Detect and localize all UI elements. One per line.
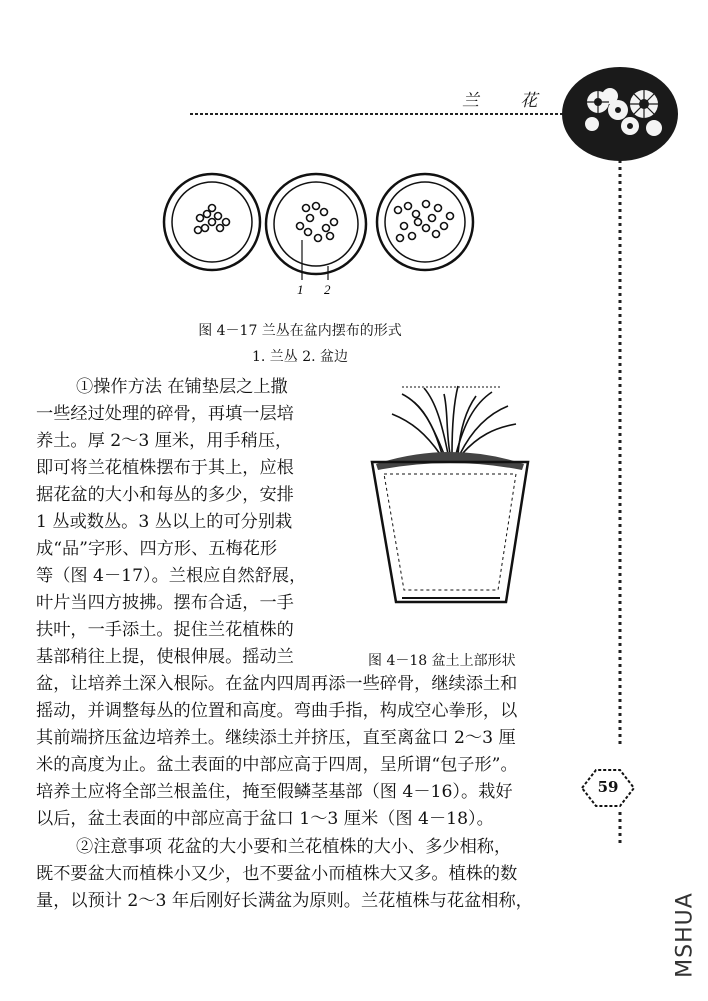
paragraph-line: ②注意事项 花盆的大小要和兰花植株的大小、多少相称，: [76, 837, 512, 857]
paragraph-line: 盆，让培养土深入根际。在盆内四周再添一些碎骨，继续添土和: [36, 674, 518, 694]
running-header-title: 兰 花: [462, 91, 556, 111]
paragraph-line: 扶叶，一手添土。捉住兰花植株的: [36, 620, 294, 640]
paragraph-line: ①操作方法 在铺垫层之上撒: [76, 377, 288, 397]
paragraph-line: 成“品”字形、四方形、五梅花形: [36, 539, 278, 559]
watermark: [670, 880, 700, 990]
paragraph-line: 既不要盆大而植株小又少，也不要盆小而植株大又多。植株的数: [36, 864, 518, 884]
paragraph-line: 其前端挤压盆边培养土。继续添土并挤压，直至离盆口 2～3 厘: [36, 728, 516, 748]
paragraph-line: 米的高度为止。盆土表面的中部应高于四周，呈所谓“包子形”。: [36, 755, 518, 775]
page-number-badge: [578, 766, 638, 810]
page-number: 59: [597, 778, 619, 796]
paragraph-line: 培养土应将全部兰根盖住，掩至假鳞茎基部（图 4－16）。栽好: [36, 782, 513, 802]
figure-4-18-caption: 图 4－18 盆土上部形状: [368, 653, 516, 669]
paragraph-line: 养土。厚 2～3 厘米，用手稍压，: [36, 431, 293, 451]
label-2: 2: [324, 282, 331, 297]
flower-emblem-icon: [558, 66, 678, 162]
label-1: 1: [297, 282, 304, 297]
paragraph-line: 基部稍往上提，使根伸展。摇动兰: [36, 647, 294, 667]
figure-4-17-legend: 1. 兰丛 2. 盆边: [251, 349, 349, 365]
pot-rim-three-clumps: [377, 174, 473, 270]
paragraph-line: 摇动，并调整每丛的位置和高度。弯曲手指，构成空心拳形，以: [36, 701, 518, 721]
figure-4-18-illustration: [362, 384, 538, 606]
paragraph-line: 一些经过处理的碎骨，再填一层培: [36, 404, 294, 424]
paragraph-line: 1 丛或数丛。3 丛以上的可分别栽: [36, 512, 293, 532]
pot-rim-two-clumps: [266, 174, 366, 274]
figure-4-17-illustration: [160, 170, 490, 300]
watermark-text: MSHUA: [672, 892, 698, 978]
paragraph-line: 即可将兰花植株摆布于其上，应根: [36, 458, 294, 478]
paragraph-line: 量，以预计 2～3 年后刚好长满盆为原则。兰花植株与花盆相称，: [36, 891, 533, 911]
paragraph-line: 叶片当四方披拂。摆布合适，一手: [36, 593, 294, 613]
figure-4-17-caption: 图 4－17 兰丛在盆内摆布的形式: [198, 323, 402, 339]
paragraph-line: 据花盆的大小和每丛的多少，安排: [36, 485, 294, 505]
paragraph-line: 等（图 4－17）。兰根应自然舒展，: [36, 566, 307, 586]
paragraph-line: 以后，盆土表面的中部应高于盆口 1～3 厘米（图 4－18）。: [36, 809, 494, 829]
